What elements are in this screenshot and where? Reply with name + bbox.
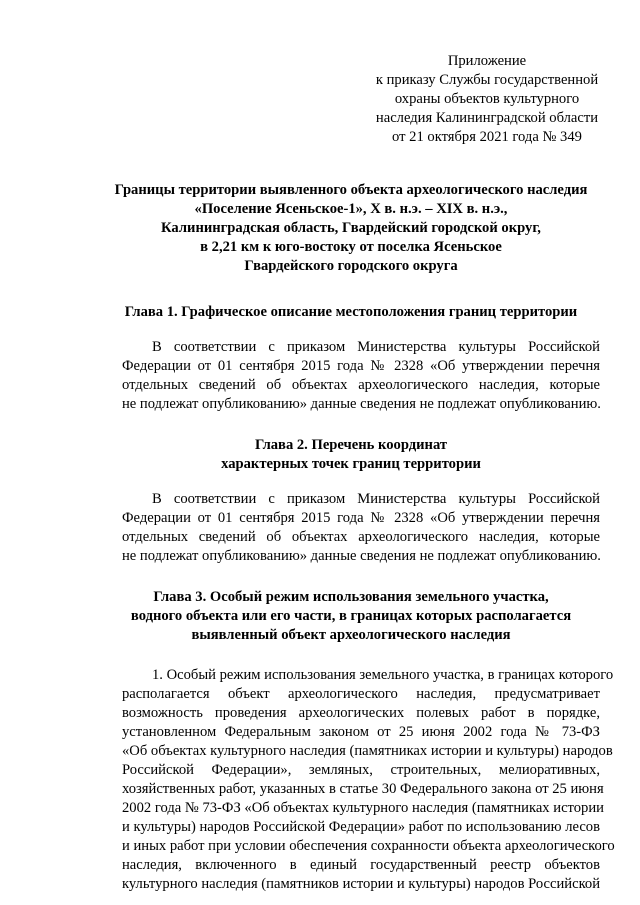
paragraph-line: располагается объект археологического наследия, предусматривает bbox=[122, 686, 600, 702]
chapter-2-paragraph bbox=[122, 490, 600, 566]
chapter-title-line: Глава 1. Графическое описание местоположения границ территории bbox=[124, 304, 578, 320]
paragraph-line: В соответствии с приказом Министерства культуры Российской bbox=[152, 339, 600, 355]
paragraph-line: Федерации от 01 сентября 2015 года № 2328 «Об утверждении перечня bbox=[122, 358, 600, 374]
paragraph-line: отдельных сведений об объектах археологического наследия, которые bbox=[122, 377, 600, 393]
paragraph-line: «Об объектах культурного наследия (памятниках истории и культуры) народов bbox=[122, 743, 613, 759]
chapter-3-title bbox=[102, 588, 600, 645]
document-title-line: «Поселение Ясеньское-1», X в. н.э. – XIX в. н.э., bbox=[194, 201, 508, 217]
paragraph-line: Российской Федерации», земляных, строительных, мелиоративных, bbox=[122, 762, 600, 778]
paragraph-line: установленном Федеральным законом от 25 июня 2002 года № 73-ФЗ bbox=[122, 724, 600, 740]
document-title bbox=[102, 181, 600, 276]
document-title-line: в 2,21 км к юго-востоку от поселка Ясеньское bbox=[200, 239, 502, 255]
paragraph-line: В соответствии с приказом Министерства культуры Российской bbox=[152, 491, 600, 507]
chapter-title-line: характерных точек границ территории bbox=[221, 456, 481, 472]
appendix-block bbox=[372, 52, 602, 147]
chapter-2-title bbox=[102, 436, 600, 474]
paragraph-line: и иных работ при условии обеспечения сохранности объекта археологического bbox=[122, 838, 615, 854]
chapter-1-paragraph bbox=[122, 338, 600, 414]
paragraph-line: наследия, включенного в единый государственный реестр объектов bbox=[122, 857, 600, 873]
paragraph-line: не подлежат опубликованию» данные сведения не подлежат опубликованию. bbox=[122, 548, 601, 564]
chapter-3-paragraph bbox=[122, 666, 615, 894]
chapter-title-line: Глава 2. Перечень координат bbox=[254, 437, 448, 453]
paragraph-line: 1. Особый режим использования земельного участка, в границах которого bbox=[152, 667, 614, 683]
paragraph-line: хозяйственных работ, указанных в статье 30 Федерального закона от 25 июня bbox=[122, 781, 604, 797]
paragraph-line: отдельных сведений об объектах археологического наследия, которые bbox=[122, 529, 600, 545]
chapter-title-line: Глава 3. Особый режим использования земельного участка, bbox=[153, 589, 549, 605]
appendix-line: охраны объектов культурного bbox=[394, 91, 580, 107]
appendix-line: Приложение bbox=[447, 53, 527, 69]
document-title-line: Гвардейского городского округа bbox=[244, 258, 458, 274]
document-title-line: Границы территории выявленного объекта археологического наследия bbox=[114, 182, 588, 198]
appendix-line: к приказу Службы государственной bbox=[375, 72, 599, 88]
appendix-line: от 21 октября 2021 года № 349 bbox=[392, 129, 582, 145]
chapter-title-line: водного объекта или его части, в границах которых располагается bbox=[130, 608, 572, 624]
chapter-1-title bbox=[102, 303, 600, 322]
appendix-line: наследия Калининградской области bbox=[375, 110, 599, 126]
chapter-title-line: выявленный объект археологического наследия bbox=[191, 627, 511, 643]
paragraph-line: Федерации от 01 сентября 2015 года № 2328 «Об утверждении перечня bbox=[122, 510, 600, 526]
paragraph-line: не подлежат опубликованию» данные сведения не подлежат опубликованию. bbox=[122, 396, 601, 412]
paragraph-line: культурного наследия (памятников истории и культуры) народов Российской bbox=[122, 876, 601, 892]
paragraph-line: возможность проведения археологических полевых работ в порядке, bbox=[122, 705, 600, 721]
document-title-line: Калининградская область, Гвардейский городской округ, bbox=[161, 220, 541, 236]
paragraph-line: и культуры) народов Российской Федерации» работ по использованию лесов bbox=[122, 819, 600, 835]
paragraph-line: 2002 года № 73-ФЗ «Об объектах культурного наследия (памятниках истории bbox=[122, 800, 604, 816]
